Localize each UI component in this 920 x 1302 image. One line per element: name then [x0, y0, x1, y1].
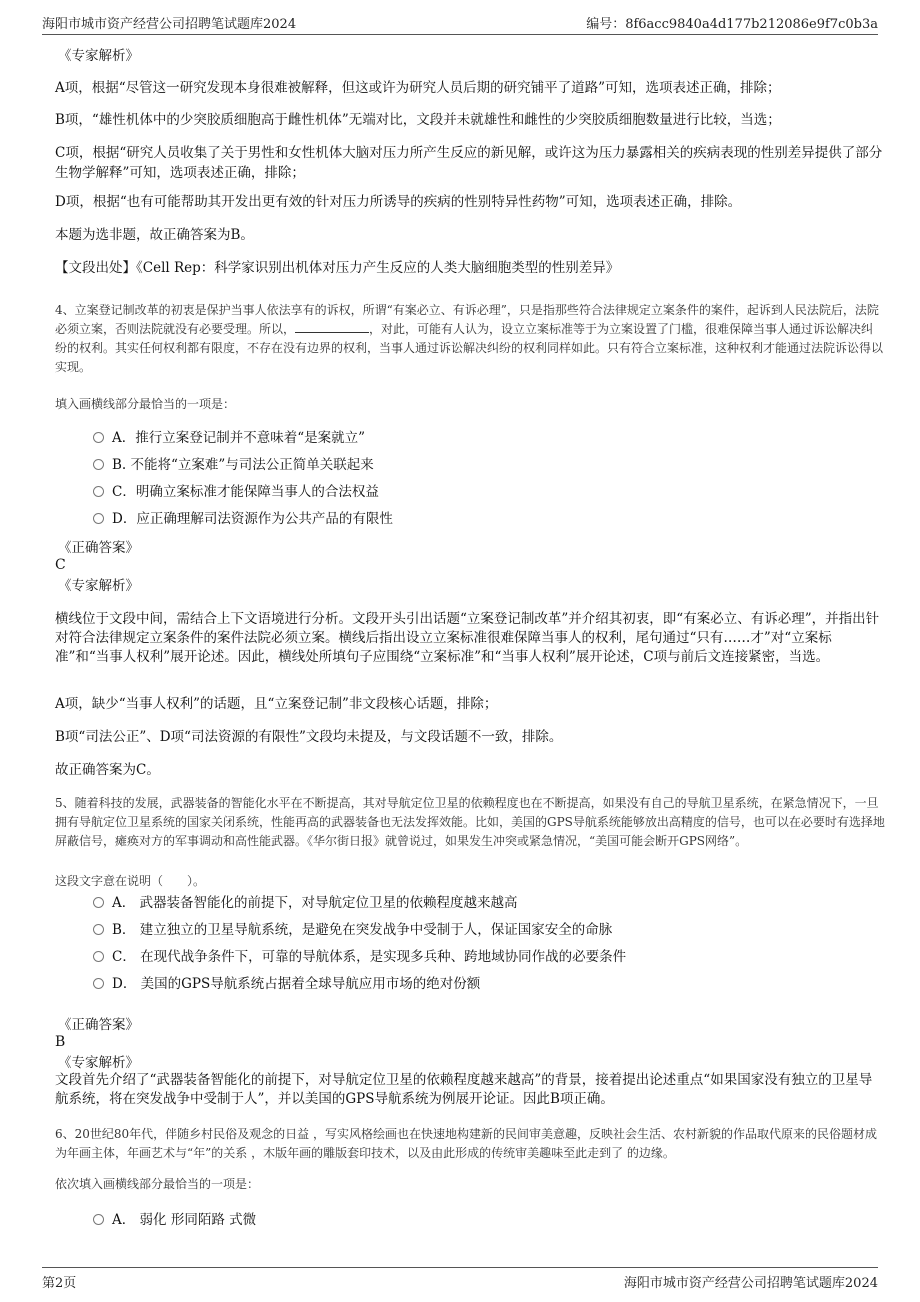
- radio-icon[interactable]: [93, 486, 104, 497]
- question-5-prompt: 这段文字意在说明（ ）。: [55, 874, 206, 888]
- q4-option-a[interactable]: A．推行立案登记制并不意味着“是案就立”: [93, 428, 365, 448]
- q4-option-d[interactable]: D．应正确理解司法资源作为公共产品的有限性: [93, 509, 393, 529]
- radio-icon[interactable]: [93, 897, 104, 908]
- radio-icon[interactable]: [93, 459, 104, 470]
- q6-option-a[interactable]: A． 弱化 形同陌路 式微: [93, 1210, 256, 1230]
- question-4-prompt: 填入画横线部分最恰当的一项是：: [55, 397, 236, 411]
- q5-option-a[interactable]: A． 武器装备智能化的前提下，对导航定位卫星的依赖程度越来越高: [93, 893, 518, 913]
- q5-option-d[interactable]: D． 美国的GPS导航系统占据着全球导航应用市场的绝对份额: [93, 974, 480, 994]
- q4-conclusion: 故正确答案为C。: [55, 762, 160, 778]
- radio-icon[interactable]: [93, 1214, 104, 1225]
- q5-option-c[interactable]: C． 在现代战争条件下，可靠的导航体系，是实现多兵种、跨地域协同作战的必要条件: [93, 947, 626, 967]
- radio-icon[interactable]: [93, 978, 104, 989]
- analysis-option-c: C项，根据“研究人员收集了关于男性和女性机体大脑对压力所产生反应的新见解，或许这为压力暴露相关的疾病表现的性别差异提供了部分生物学解释”可知，选项表述正确，排除；: [55, 145, 883, 181]
- q4-answer: C: [55, 557, 66, 573]
- analysis-option-b: B项，“雄性机体中的少突胶质细胞高于雌性机体”无端对比，文段并未就雄性和雌性的少突胶质细胞数量进行比较，当选；: [55, 112, 781, 128]
- question-6-stem: 6、20世纪80年代，伴随乡村民俗及观念的日益 ，写实风格绘画也在快速地构建新的民间审美意趣，反映社会生活、农村新貌的作品取代原来的民俗题材成为年画主体，年画艺术与“年”的关系 ，木版年画的雕版套印技术，以及由此形成的传统审美趣味至此走到了 的边缘。: [55, 1127, 877, 1160]
- page-footer: [42, 1267, 878, 1292]
- q4-option-c[interactable]: C．明确立案标准才能保障当事人的合法权益: [93, 482, 379, 502]
- q4-analysis-main: 横线位于文段中间，需结合上下文语境进行分析。文段开头引出话题“立案登记制改革”并介绍其初衷，即“有案必立、有诉必理”，并指出针对符合法律规定立案条件的案件法院必须立案。横线后指出设立立案标准很难保障当事人的权利，尾句通过“只有……才”对“立案标准”和“当事人权利”展开论述。因此，横线处所填句子应围绕“立案标准”和“当事人权利”展开论述，C项与前后文连接紧密，当选。: [55, 611, 880, 665]
- header-title: 海阳市城市资产经营公司招聘笔试题库2024: [42, 17, 297, 32]
- analysis-option-a: A项，根据“尽管这一研究发现本身很难被解释，但这或许为研究人员后期的研究铺平了道路”可知，选项表述正确，排除；: [55, 80, 781, 96]
- analysis-label: 《专家解析》: [58, 48, 139, 64]
- page-number: 第2页: [42, 1276, 77, 1291]
- radio-icon[interactable]: [93, 924, 104, 935]
- q5-analysis-main: 文段首先介绍了“武器装备智能化的前提下，对导航定位卫星的依赖程度越来越高”的背景，接着提出论述重点“如果国家没有独立的卫星导航系统，将在突发战争中受制于人”，并以美国的GPS导航系统为例展开论证。因此B项正确。: [55, 1072, 873, 1107]
- radio-icon[interactable]: [93, 951, 104, 962]
- q4-answer-label: 《正确答案》: [58, 540, 139, 556]
- q4-option-b[interactable]: B. 不能将“立案难”与司法公正简单关联起来: [93, 455, 374, 475]
- question-5-stem: 5、随着科技的发展，武器装备的智能化水平在不断提高，其对导航定位卫星的依赖程度也在不断提高，如果没有自己的导航卫星系统，在紧急情况下，一旦拥有导航定位卫星系统的国家关闭系统，性能再高的武器装备也无法发挥效能。比如，美国的GPS导航系统能够放出高精度的信号，也可以在必要时有选择地屏蔽信号，瘫痪对方的军事调动和高性能武器。《华尔街日报》就曾说过，如果发生冲突或紧急情况，“美国可能会断开GPS网络”。: [55, 796, 885, 848]
- q5-answer-label: 《正确答案》: [58, 1017, 139, 1033]
- question-6-prompt: 依次填入画横线部分最恰当的一项是：: [55, 1177, 260, 1191]
- q4-analysis-label: 《专家解析》: [58, 578, 139, 594]
- q4-analysis-a: A项，缺少“当事人权利”的话题，且“立案登记制”非文段核心话题，排除；: [55, 696, 498, 712]
- q5-answer: B: [55, 1034, 66, 1050]
- header-code: 编号：8f6acc9840a4d177b212086e9f7c0b3a: [586, 17, 878, 32]
- source-citation: 【文段出处】《Cell Rep：科学家识别出机体对压力产生反应的人类大脑细胞类型的性别差异》: [55, 260, 620, 276]
- analysis-option-d: D项，根据“也有可能帮助其开发出更有效的针对压力所诱导的疾病的性别特异性药物”可知，选项表述正确，排除。: [55, 194, 742, 210]
- radio-icon[interactable]: [93, 432, 104, 443]
- footer-title: 海阳市城市资产经营公司招聘笔试题库2024: [623, 1276, 878, 1291]
- question-4-stem: 4、立案登记制改革的初衷是保护当事人依法享有的诉权，所谓“有案必立、有诉必理”，只是指那些符合法律规定立案条件的案件，起诉到人民法院后，法院必须立案，否则法院就没有必要受理。所以， ，对此，可能有人认为，设立立案标准等于为立案设置了门槛，很难保障当事人通过诉讼解决纠纷的权利。其实任何权利都有限度，不存在没有边界的权利，当事人通过诉讼解决纠纷的权利同样如此。只有符合立案标准，这种权利才能通过法院诉讼得以实现。: [55, 303, 884, 374]
- radio-icon[interactable]: [93, 513, 104, 524]
- q5-option-b[interactable]: B． 建立独立的卫星导航系统，是避免在突发战争中受制于人，保证国家安全的命脉: [93, 920, 612, 940]
- q5-analysis-label: 《专家解析》: [58, 1055, 139, 1071]
- fill-blank: [295, 320, 369, 333]
- analysis-conclusion: 本题为选非题，故正确答案为B。: [55, 227, 254, 243]
- q4-analysis-bd: B项“司法公正”、D项“司法资源的有限性”文段均未提及，与文段话题不一致，排除。: [55, 729, 563, 745]
- page-header: [42, 10, 878, 35]
